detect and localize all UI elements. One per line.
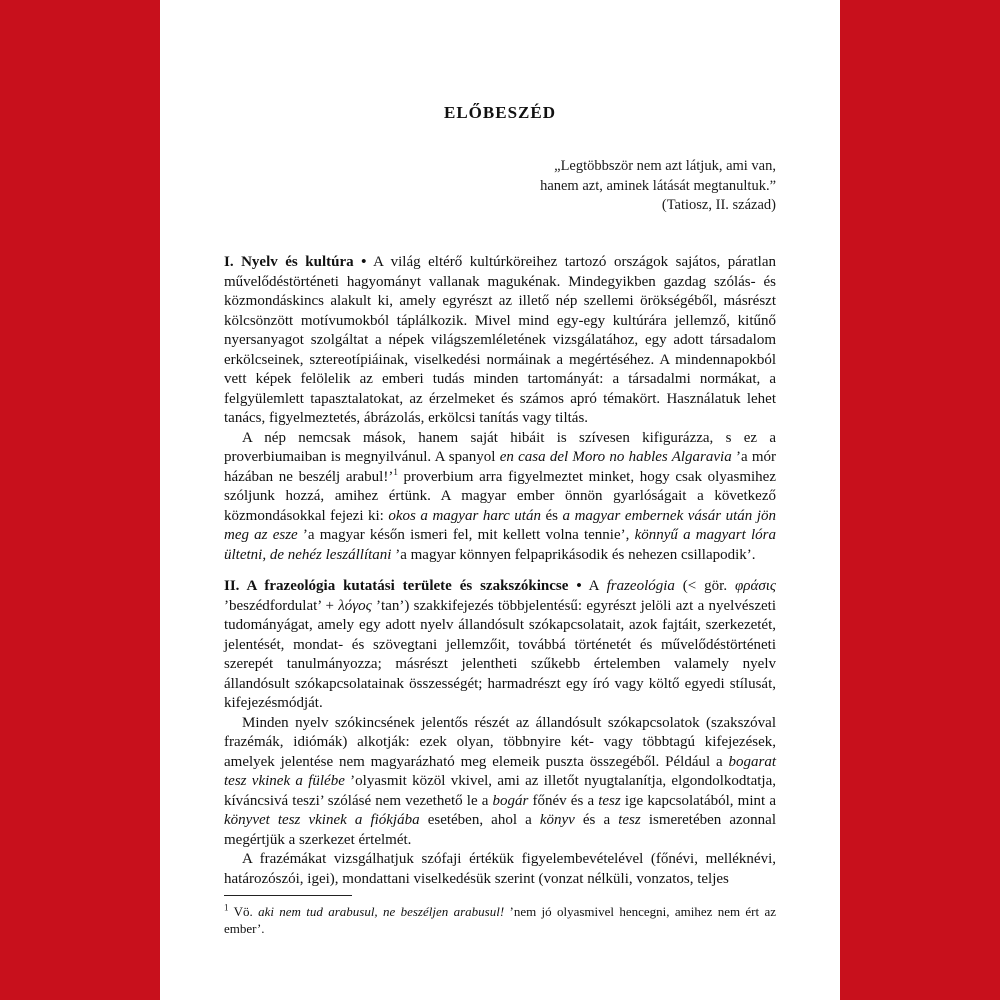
text: ’olyasmit közöl vkivel, ami az illetőt nyugtalanítja, elgondolkodtatja, kíváncsivá teszi’ szólásé nem vezethető le a <box>224 773 776 809</box>
epigraph-line: hanem azt, aminek látását megtanultuk.” <box>540 177 776 194</box>
section-heading: I. Nyelv és kultúra • <box>224 254 367 270</box>
page-title: ELŐBESZÉD <box>444 103 556 122</box>
text: ’a magyar későn ismeri fel, mit kellett volna tennie’, <box>297 527 635 543</box>
italic-phrase: bogarat tesz vkinek a fülébe <box>224 753 776 789</box>
text: ’tan’) szakkifejezés többjelentésű: egyrészt jelöli azt a nyelvészeti tudományágat, amely egy adott nyelv állandósult szókapcsolatait, azok fajtáit, szerkezetét, jelentését, mondat- és szövegtani jellemzőit, továbbá történetét és művelődéstörténeti szerepét tanulmányozza; másrészt jelentheti szűkebb értelemben valamely nyelv állandósult szókapcsolatainak összességét; harmadrészt egy író vagy költő egyedi stílusát, kifejezésmódját. <box>224 597 776 711</box>
text: ismeretében azonnal megértjük a szerkezet értelmét. <box>224 812 777 848</box>
text: és <box>540 507 563 524</box>
italic-phrase: frazeológia <box>606 578 675 594</box>
italic-phrase: a magyar embernek vásár után jön meg az esze <box>224 507 776 543</box>
footnote-rule <box>224 895 352 896</box>
italic-phrase: könyvet tesz vkinek a fiókjába <box>224 812 420 828</box>
greek-word: φράσις <box>734 578 776 594</box>
text: ’nem jó olyasmivel hencegni, amihez nem ért az ember’. <box>224 904 776 936</box>
italic-phrase: bogár <box>492 792 529 809</box>
footnote-ref: 1 <box>393 466 398 477</box>
italic-phrase: okos a magyar harc után <box>388 507 541 524</box>
paragraph <box>224 429 776 566</box>
text: ’beszédfordulat’ + <box>224 597 339 614</box>
italic-phrase: könnyű a magyart lóra ültetni, de nehéz leszállítani <box>224 527 776 563</box>
section-heading: II. A frazeológia kutatási területe és szakszókincse • <box>224 578 582 594</box>
text: A nép nemcsak mások, hanem saját hibáit is szívesen kifigurázza, s ez a proverbiumaiban is megnyilvánul. A spanyol <box>224 429 776 465</box>
italic-phrase: aki nem tud arabusul, ne beszéljen arabusul! <box>258 904 505 919</box>
footnote <box>224 903 776 937</box>
text: esetében, ahol a <box>419 812 540 828</box>
text: ’a magyar könnyen felpaprikásodik és nehezen csillapodik’. <box>391 546 756 563</box>
text: Vö. <box>228 904 259 919</box>
text: A világ eltérő kultúrköreihez tartozó országok sajátos, páratlan művelődéstörténeti hagyományt vallanak magukénak. Mindegyikben gazdag szólás- és közmondáskincs alakult ki, amely egyrészt az illető nép szellemi örökségéből, másrészt kölcsönzött motívumokból táplálkozik. Mivel mind egy-egy kultúrára jellemző, kitűnő nyersanyagot szolgáltat a népek világszemléletének vizsgálatához, egy adott társadalom erkölcseinek, sztereotípiáinak, viselkedési normáinak a megértéséhez. A mindennapokból vett képek felölelik az emberi tudás minden tartományát: a társadalmi normákat, a felgyülemlett tapasztalatokat, az érzelmeket és számos apró témakört. Használatuk lehet tanács, figyelmeztetés, ábrázolás, erkölcsi tanítás vagy tiltás. <box>224 254 777 426</box>
text: főnév és a <box>528 792 599 809</box>
italic-phrase: könyv <box>539 812 575 828</box>
text: (< gör. <box>674 578 735 594</box>
epigraph <box>540 157 776 216</box>
footnote-mark: 1 <box>224 902 229 913</box>
paragraph <box>224 714 776 851</box>
text: ’a mór házában ne beszélj arabul!’ <box>224 449 776 485</box>
paragraph: A frazémákat vizsgálhatjuk szófaji értékük figyelembevételével (főnévi, melléknévi, határozószói, igei), mondattani viselkedésük szerint (vonzat nélküli, vonzatos, teljes <box>224 851 776 887</box>
book-page <box>160 0 840 1000</box>
greek-word: λόγος <box>338 597 372 614</box>
italic-phrase: en casa del Moro no hables Algaravia <box>499 449 732 465</box>
italic-phrase: tesz <box>618 812 641 828</box>
epigraph-line: „Legtöbbször nem azt látjuk, ami van, <box>554 158 776 174</box>
text: Minden nyelv szókincsének jelentős részét az állandósult szókapcsolatok (szakszóval frazémák, idiómák) alkotják: ezek olyan, többnyire két- vagy többtagú kifejezések, amelyek jelentése nem magyarázható meg elemeik puszta összegéből. Például a <box>224 714 776 770</box>
text: és a <box>574 812 619 828</box>
text: ige kapcsolatából, mint a <box>620 792 776 809</box>
text: proverbium arra figyelmeztet minket, hogy csak olyasmihez szóljunk hozzá, amihez értünk. A magyar ember önnön gyarlóságait a következő közmondásokkal fejezi ki: <box>224 468 776 524</box>
italic-phrase: tesz <box>598 792 621 809</box>
paragraph <box>224 577 776 714</box>
text: A <box>581 578 607 594</box>
main-text <box>224 253 776 889</box>
paragraph <box>224 253 776 429</box>
epigraph-source: (Tatiosz, II. század) <box>661 197 776 213</box>
